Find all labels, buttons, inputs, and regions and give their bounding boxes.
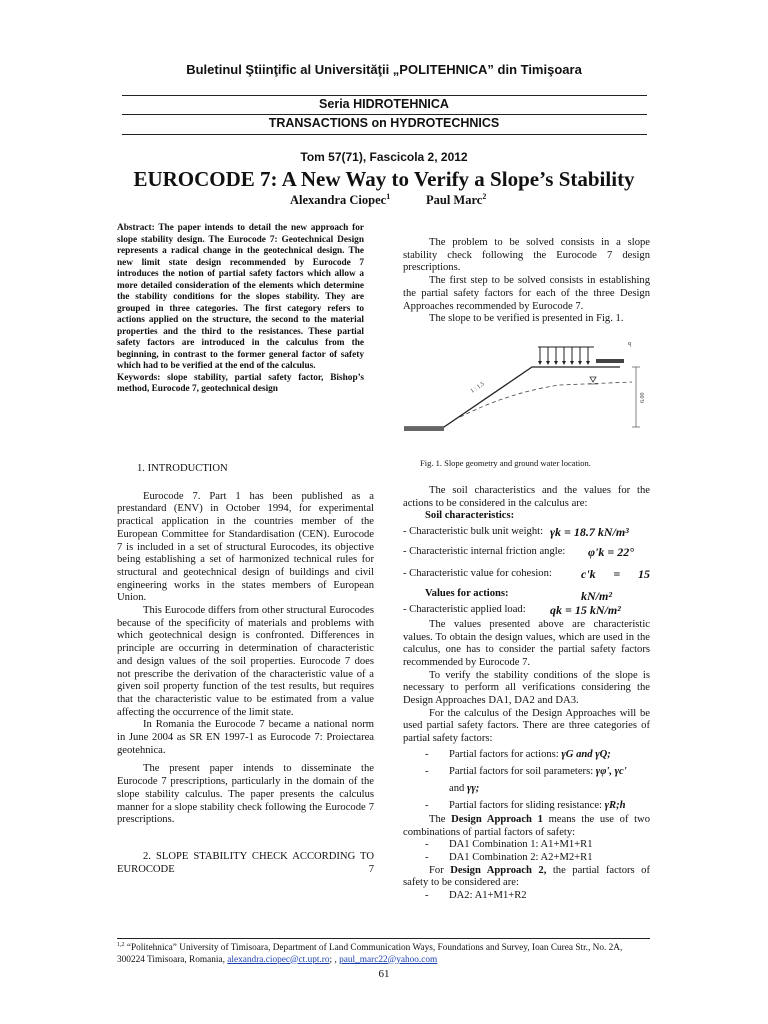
right-column-bottom (403, 485, 650, 903)
da2-combination: - DA2: A1+M1+R2 (403, 890, 650, 903)
section-heading-introduction: 1. INTRODUCTION (137, 463, 228, 474)
slope-ratio-label: 1 : 1.5 (469, 381, 486, 395)
abstract-text: Abstract: The paper intends to detail the new approach for slope stability design. The Eurocode 7: Geotechnical Design represents a radical change in the geotechnical design. The new limit state design recommended by Eurocode 7 introduces the notion of partial safety factors which allow a more detailed consideration of the elements which determine the stability conditions for the slopes stability. They are grouped in three categories. The first category refers to actions applied on the structure, the second to the material properties and the third to the resistances. These partial safety factors are introduced in the calculus from the beginning, in contrast to the former general factor of safety which had to be verified at the end of the calculus. (117, 223, 364, 371)
partial-factor-sliding-label: Partial factors for sliding resistance: (449, 799, 602, 811)
action-label-applied-load: - Characteristic applied load: (403, 603, 526, 615)
figure-caption: Fig. 1. Slope geometry and ground water location. (420, 458, 591, 468)
action-value-applied-load: qk = 15 kN/m² (550, 602, 621, 617)
footnote-separator: ; , (329, 954, 337, 965)
partial-factor-soil-and: and (449, 782, 465, 794)
right-paragraph-9 (403, 865, 650, 890)
slope-ground-line (404, 367, 620, 427)
lower-base-hatch (404, 427, 444, 431)
load-arrows (540, 347, 588, 363)
footnote (117, 940, 650, 966)
author-2-name: Paul Marc (426, 193, 483, 208)
right-paragraph-2: The first step to be solved consists in establishing the partial safety factors for each of the three Design Approaches recommended by Eurocode 7. (403, 275, 650, 312)
da2-intro-pre: For (429, 864, 444, 876)
soil-value-friction-angle: φ'k = 22° (588, 545, 634, 560)
author-2 (426, 192, 486, 208)
right-paragraph-5: The values presented above are characteristic values. To obtain the design values, which are used in the calculus, one has to consider the partial safety factors recommended by Eurocode 7. (403, 618, 650, 668)
right-column-top (403, 237, 650, 326)
series-ro: Seria HIDROTEHNICA (319, 97, 449, 111)
email-link-1[interactable]: alexandra.ciopec@ct.upt.ro (227, 954, 330, 965)
author-1-affiliation: 1 (386, 192, 391, 201)
da1-intro-bold: Design Approach 1 (451, 813, 543, 825)
soil-label-friction-angle: - Characteristic internal friction angle: (403, 546, 566, 558)
header-rule-bottom (122, 134, 647, 135)
intro-paragraph-3: In Romania the Eurocode 7 became a national norm in June 2004 as SR EN 1997-1 as Eurocode 7: Proiectarea geotehnica. (117, 719, 374, 756)
section-heading-slope-stability: 2. SLOPE STABILITY CHECK ACCORDING TO EUROCODE 7 (117, 850, 374, 875)
right-paragraph-8 (403, 814, 650, 839)
soil-value-unit-weight: γk = 18.7 kN/m³ (550, 525, 629, 540)
upper-base-hatch (596, 359, 624, 363)
partial-factor-soil-label: Partial factors for soil parameters: (449, 765, 594, 777)
intro-paragraph-4: The present paper intends to disseminate the Eurocode 7 prescriptions, particularly in the domain of the slope stability calculus. The paper presents the calculus manner for a slope stability check following the Eurocode 7 prescriptions. (117, 763, 374, 826)
author-1 (290, 192, 390, 208)
da2-intro-post: the partial factors of safety to be considered are: (403, 864, 651, 889)
soil-label-unit-weight: - Characteristic bulk unit weight: (403, 526, 544, 538)
author-1-name: Alexandra Ciopec (290, 193, 387, 208)
partial-factor-list (403, 746, 650, 814)
da1-intro-post: means the use of two combinations of partial factors of safety: (403, 813, 651, 838)
slope-figure (400, 337, 652, 439)
partial-factor-soil-symbols: γφ', γc' (595, 765, 627, 777)
series-en: TRANSACTIONS on HYDROTECHNICS (268, 116, 500, 130)
height-dimension-label: 6.00 (640, 392, 646, 403)
actions-heading: Values for actions: (425, 588, 509, 600)
da2-intro-bold: Design Approach 2, (450, 864, 547, 876)
author-2-affiliation: 2 (482, 192, 487, 201)
volume-info: Tom 57(71), Fascicola 2, 2012 (300, 150, 468, 164)
journal-title: Buletinul Ştiinţific al Universităţii „POLITEHNICA” din Timişoara (186, 62, 582, 77)
partial-factor-actions-symbols: γG and γQ; (561, 748, 611, 760)
partial-factor-item-actions (403, 746, 650, 763)
action-line-1 (403, 601, 650, 619)
soil-value-cohesion: c'k = 15 kN/m² (581, 567, 650, 604)
email-link-2[interactable]: paul_marc22@yahoo.com (339, 954, 438, 965)
partial-factor-sliding-symbol: γR;h (604, 799, 626, 811)
partial-factor-soil-symbol-unit-weight: γγ; (466, 782, 480, 794)
da1-combination-1: - DA1 Combination 1: A1+M1+R1 (403, 839, 650, 852)
soil-heading: Soil characteristics: (425, 510, 515, 522)
soil-line-2 (403, 541, 650, 563)
paper-title: EUROCODE 7: A New Way to Verify a Slope’s Stability (133, 167, 635, 191)
da1-intro-pre: The (429, 813, 446, 825)
da2-combination-list (403, 890, 650, 903)
water-level-marker (590, 377, 596, 382)
right-paragraph-4: The soil characteristics and the values for the actions to be considered in the calculus are: (403, 485, 650, 509)
right-paragraph-6: To verify the stability conditions of the slope is necessary to perform all verifications considering the Design Approaches DA1, DA2 and DA3. (403, 669, 650, 707)
header-rule-top (122, 95, 647, 96)
right-paragraph-1: The problem to be solved consists in a slope stability check following the Eurocode 7 design prescriptions. (403, 237, 650, 274)
load-label: q (628, 341, 631, 347)
partial-factor-item-sliding (403, 797, 650, 814)
soil-label-cohesion: - Characteristic value for cohesion: (403, 568, 552, 580)
keywords: Keywords: slope stability, partial safety factor, Bishop’s method, Eurocode 7, geotechnical design (117, 372, 364, 394)
right-paragraph-7: For the calculus of the Design Approaches will be used partial safety factors. There are three categories of partial safety factors: (403, 707, 650, 745)
right-paragraph-3: The slope to be verified is presented in Fig. 1. (429, 313, 624, 325)
header-rule-mid (122, 114, 647, 115)
da1-combination-list (403, 839, 650, 864)
page-number: 61 (378, 968, 390, 980)
load-arrow-heads (538, 361, 590, 365)
partial-factor-actions-label: Partial factors for actions: (449, 748, 559, 760)
footnote-marker: 1,2 (117, 942, 125, 948)
footnote-rule (117, 938, 650, 939)
left-column (117, 463, 374, 876)
abstract (117, 223, 364, 396)
water-table-line (460, 382, 632, 417)
da1-combination-2: - DA1 Combination 2: A2+M2+R1 (403, 852, 650, 865)
partial-factor-item-soil (403, 763, 650, 797)
footnote-affiliation: “Politehnica” University of Timisoara, Department of Land Communication Ways, Foundations and Survey, Ioan Curea Str., No. 2A, 300224 Timisoara, Romania, (117, 943, 623, 965)
soil-line-1 (403, 523, 650, 541)
intro-paragraph-2: This Eurocode differs from other structural Eurocodes because of the specificity of materials and problems with which geotechnical design is confronted. Differences in principle are occurring in determination of characteristic and design values of the soil properties. Eurocode 7 does not prescribe the derivation of the characteristic value of a given soil property function of the test results, but requires that the characteristic value to be estimated from a value affecting the occurrence of the limit state. (117, 605, 374, 718)
intro-paragraph-1: Eurocode 7. Part 1 has been published as a prestandard (ENV) in October 1994, for experimental practical application in the countries member of the European Committee for Standardisation (CEN). Eurocode 7 is included in a set of structural Eurocodes, its objective being establishing a set of harmonized technical rules for structural and geotechnical design of buildings and civil engineering works in the states members of European Union. (117, 490, 374, 604)
